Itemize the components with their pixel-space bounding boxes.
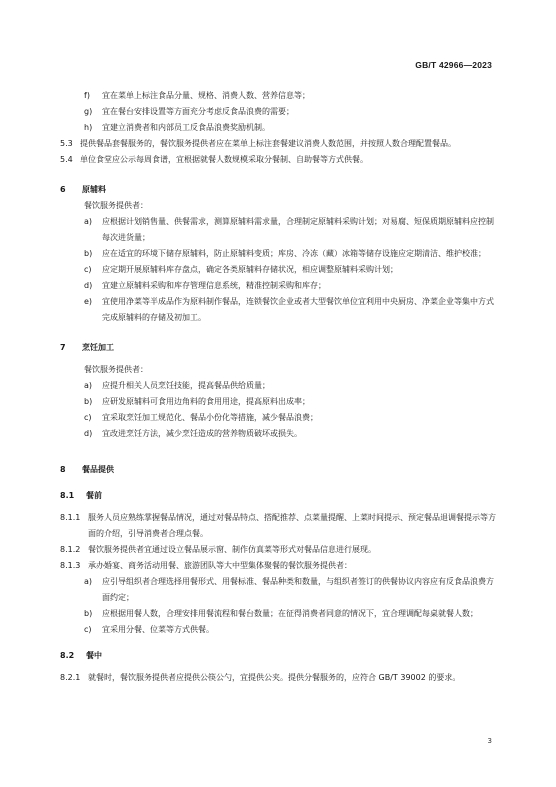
section-title: 原辅料 — [82, 185, 106, 194]
list-item — [60, 410, 500, 426]
item-marker: g) — [84, 107, 93, 116]
item-marker: a) — [84, 381, 93, 390]
clause-text: 服务人员应熟练掌握餐品情况，通过对餐品特点、搭配推荐、点菜量提醒、上菜时间提示、预定餐品退调餐提示等方面的介绍，引导消费者合理点餐。 — [88, 513, 496, 538]
clause-5-3 — [60, 136, 500, 152]
item-text: 应引导组织者合理选择用餐形式、用餐标准、餐品种类和数量，与组织者签订的供餐协议内容应有反食品浪费方面约定； — [102, 577, 494, 602]
section-heading-7 — [60, 340, 500, 356]
clause-number: 5.3 — [60, 139, 73, 148]
list-item — [60, 378, 500, 394]
list-item — [60, 606, 500, 622]
clause-text: 餐饮服务提供者宜通过设立餐品展示窗、制作仿真菜等形式对餐品信息进行展现。 — [88, 545, 376, 554]
item-marker: c) — [84, 625, 92, 634]
standard-code: GB/T 42966—2023 — [415, 60, 492, 70]
clause-text: 就餐时，餐饮服务提供者应提供公筷公勺，宜提供公夹。提供分餐服务的，应符合 GB/T 39002 的要求。 — [88, 673, 461, 682]
list-item — [60, 104, 500, 120]
clause-8-1-1 — [60, 510, 500, 542]
item-text: 应根据用餐人数，合理安排用餐流程和餐台数量；在征得消费者同意的情况下，宜合理调配每桌就餐人数； — [102, 609, 478, 618]
section-title: 烹饪加工 — [82, 343, 114, 352]
item-text: 宜使用净菜等半成品作为原料制作餐品，连锁餐饮企业或者大型餐饮单位宜利用中央厨房、净菜企业等集中方式完成原辅料的存储及初加工。 — [102, 297, 494, 322]
item-text: 应提升相关人员烹饪技能，提高餐品供给质量； — [102, 381, 270, 390]
clause-text: 承办婚宴、商务活动用餐、旅游团队等大中型集体聚餐的餐饮服务提供者： — [88, 561, 352, 570]
list-item — [60, 394, 500, 410]
item-text: 宜在餐台安排设置等方面充分考虑反食品浪费的需要； — [102, 107, 294, 116]
subsection-title: 餐中 — [86, 651, 102, 660]
item-marker: b) — [84, 609, 93, 618]
item-marker: b) — [84, 249, 93, 258]
item-text: 宜改进烹饪方法，减少烹饪造成的营养物质破坏或损失。 — [102, 429, 302, 438]
clause-number: 8.1.3 — [60, 561, 81, 570]
subsection-title: 餐前 — [86, 491, 102, 500]
item-marker: f) — [84, 91, 90, 100]
item-text: 宜采用分餐、位菜等方式供餐。 — [102, 625, 214, 634]
subsection-number: 8.1 — [60, 491, 75, 500]
section-number: 8 — [60, 465, 66, 474]
item-text: 应定期开展原辅料库存盘点，确定各类原辅料存储状况，相应调整原辅料采购计划； — [102, 265, 398, 274]
list-item — [60, 426, 500, 442]
list-item — [60, 246, 500, 262]
item-marker: c) — [84, 265, 92, 274]
item-marker: e) — [84, 297, 93, 306]
section-number: 7 — [60, 343, 66, 352]
list-item — [60, 262, 500, 278]
item-marker: b) — [84, 397, 93, 406]
subsection-heading-8-1 — [60, 488, 500, 504]
clause-number: 8.2.1 — [60, 673, 81, 682]
section-title: 餐品提供 — [82, 465, 114, 474]
item-marker: c) — [84, 413, 92, 422]
page-number: 3 — [487, 737, 492, 745]
section-heading-6 — [60, 182, 500, 198]
clause-number: 5.4 — [60, 155, 73, 164]
section-heading-8 — [60, 462, 500, 478]
list-item — [60, 88, 500, 104]
section-intro: 餐饮服务提供者： — [84, 365, 148, 374]
clause-text: 单位食堂应公示每周食谱，宜根据就餐人数规模采取分餐制、自助餐等方式供餐。 — [80, 155, 368, 164]
clause-8-1-3 — [60, 558, 500, 574]
item-text: 宜建立消费者和内部员工反食品浪费奖励机制。 — [102, 123, 270, 132]
item-text: 宜采取烹饪加工规范化、餐品小份化等措施，减少餐品浪费； — [102, 413, 318, 422]
item-marker: h) — [84, 123, 93, 132]
item-marker: d) — [84, 281, 93, 290]
list-item — [60, 214, 500, 246]
item-text: 宜建立原辅料采购和库存管理信息系统，精准控制采购和库存； — [102, 281, 326, 290]
clause-8-1-2 — [60, 542, 500, 558]
body-text — [60, 88, 500, 686]
item-text: 应根据计划销售量、供餐需求，测算原辅料需求量，合理制定原辅料采购计划；对易腐、短保质期原辅料应控制每次进货量； — [102, 217, 494, 242]
item-text: 应在适宜的环境下储存原辅料，防止原辅料变质；库房、冷冻（藏）冰箱等储存设施应定期清洁、维护校准； — [102, 249, 486, 258]
section-intro: 餐饮服务提供者： — [84, 201, 148, 210]
item-text: 宜在菜单上标注食品分量、规格、消费人数、营养信息等； — [102, 91, 310, 100]
subsection-number: 8.2 — [60, 651, 75, 660]
item-text: 应研发原辅料可食用边角料的食用用途，提高原料出成率； — [102, 397, 310, 406]
list-item — [60, 294, 500, 326]
section-number: 6 — [60, 185, 66, 194]
item-marker: d) — [84, 429, 93, 438]
clause-number: 8.1.2 — [60, 545, 81, 554]
subsection-heading-8-2 — [60, 648, 500, 664]
list-item — [60, 120, 500, 136]
list-item — [60, 574, 500, 606]
clause-text: 提供餐品套餐服务的，餐饮服务提供者应在菜单上标注套餐建议消费人数范围，并按照人数合理配置餐品。 — [80, 139, 456, 148]
clause-number: 8.1.1 — [60, 513, 81, 522]
clause-8-2-1 — [60, 670, 500, 686]
item-marker: a) — [84, 217, 93, 226]
list-item — [60, 622, 500, 638]
item-marker: a) — [84, 577, 93, 586]
clause-5-4 — [60, 152, 500, 168]
list-item — [60, 278, 500, 294]
